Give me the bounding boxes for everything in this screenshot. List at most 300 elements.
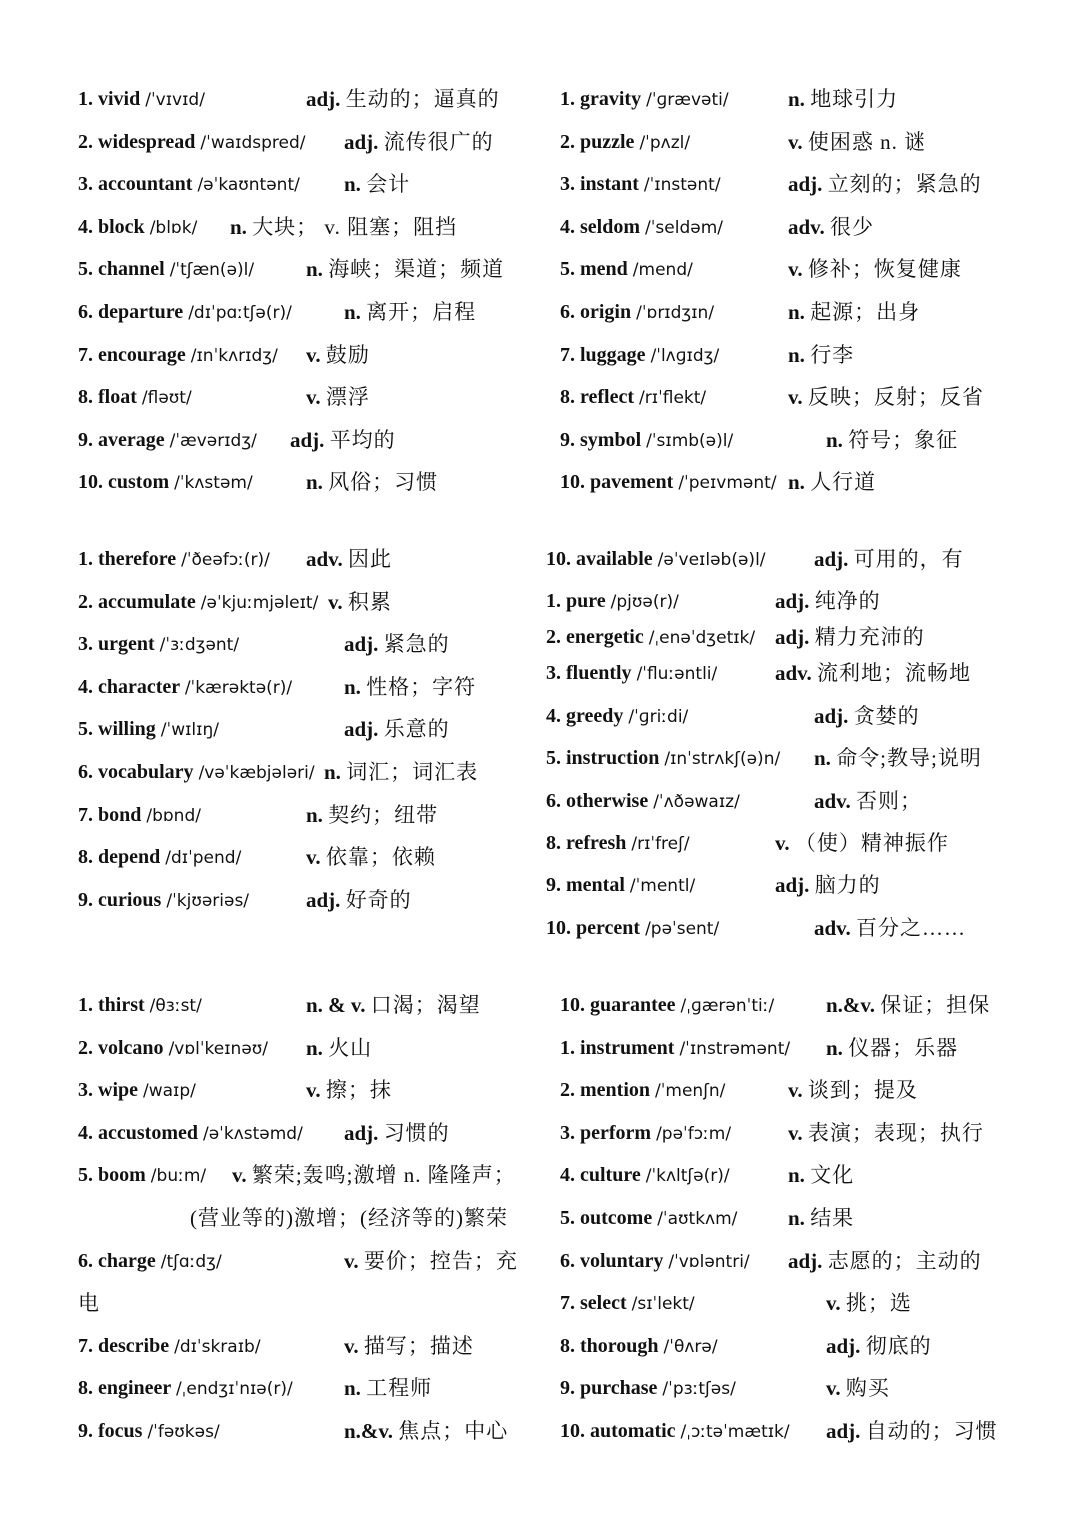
meaning: 修补；恢复健康 [807, 257, 962, 282]
headword [78, 589, 318, 616]
vocab-entry [560, 1154, 1030, 1197]
word-text: accountant [98, 173, 193, 196]
entry-number: 5. [78, 1164, 93, 1187]
vocab-entry [78, 581, 548, 624]
entry-number: 8. [546, 831, 561, 854]
definition [230, 214, 457, 240]
definition [788, 129, 926, 155]
meaning: 口渴；渴望 [370, 993, 481, 1017]
word-text: purchase [580, 1377, 658, 1400]
definition [788, 1248, 982, 1274]
meaning: 人行道 [810, 470, 877, 495]
headword [546, 546, 766, 573]
definition [775, 830, 949, 856]
meaning: 火山 [328, 1035, 373, 1060]
part-of-speech: n. [324, 759, 341, 784]
word-text: luggage [580, 343, 646, 366]
entry-number: 4. [78, 675, 93, 698]
headword [78, 844, 241, 871]
entry-number: 10. [560, 994, 585, 1016]
word-text: fluently [566, 662, 632, 685]
word-text: vivid [98, 88, 141, 110]
part-of-speech: adj. [775, 589, 810, 614]
meaning: 电 [78, 1291, 100, 1316]
definition [775, 872, 881, 898]
meaning: 反映；反射；反省 [807, 385, 984, 410]
vocab-entry [560, 1282, 1030, 1325]
definition [788, 171, 982, 197]
phonetic: /ˌɔːtəˈmætɪk/ [680, 1421, 790, 1442]
word-text: puzzle [580, 130, 635, 153]
entry-number: 8. [560, 1334, 575, 1357]
vocab-entry [560, 1027, 1030, 1070]
vocab-entry [560, 206, 1030, 249]
definition [344, 1333, 474, 1359]
vocab-entry [78, 1027, 548, 1070]
word-block-2 [560, 78, 1030, 504]
word-text: pure [566, 590, 606, 613]
meaning: 性格；字符 [366, 674, 477, 699]
meaning: 百分之…… [856, 915, 967, 940]
entry-number: 1. [560, 88, 575, 110]
entry-number: 5. [78, 258, 93, 281]
vocab-entry [78, 334, 548, 377]
vocab-entry [560, 1069, 1030, 1112]
entry-number: 6. [78, 300, 93, 323]
definition [826, 1333, 932, 1359]
part-of-speech: n. [788, 299, 805, 324]
part-of-speech: adj. [814, 547, 849, 571]
entry-number: 5. [546, 747, 561, 770]
entry-number: 1. [78, 548, 93, 570]
vocab-entry [546, 780, 1016, 822]
entry-number: 7. [78, 1334, 93, 1357]
word-text: symbol [580, 428, 642, 451]
word-text: origin [580, 300, 632, 323]
phonetic: /əˈkjuːmjəleɪt/ [200, 592, 319, 613]
phonetic: /ˈpeɪvmənt/ [678, 473, 777, 494]
entry-number: 4. [546, 704, 561, 727]
word-text: describe [98, 1334, 170, 1357]
vocab-entry [546, 864, 1016, 906]
part-of-speech: v. [788, 257, 803, 282]
part-of-speech: adj. [788, 172, 823, 197]
headword [78, 129, 306, 156]
word-text: encourage [98, 343, 186, 366]
part-of-speech: n. [826, 1035, 843, 1060]
part-of-speech: v. [788, 385, 803, 410]
entry-number: 3. [546, 662, 561, 685]
definition [814, 745, 982, 771]
part-of-speech: n. [344, 1376, 361, 1401]
meaning: 结果 [810, 1205, 855, 1230]
word-text: float [98, 386, 137, 409]
headword [78, 674, 292, 701]
phonetic: /buːm/ [150, 1166, 207, 1187]
phonetic: /mend/ [632, 260, 693, 281]
headword [560, 1205, 737, 1232]
vocab-entry [560, 461, 1030, 504]
part-of-speech: v. [788, 1078, 803, 1103]
definition [344, 171, 410, 197]
entry-number: 7. [560, 1292, 575, 1315]
part-of-speech: adj. [344, 1120, 379, 1145]
phonetic: /ˈkʌltʃə(r)/ [645, 1166, 730, 1187]
entry-number: 9. [546, 874, 561, 897]
part-of-speech: n. [306, 1035, 323, 1060]
part-of-speech: n. & v. [306, 993, 366, 1017]
part-of-speech: adj. [290, 427, 325, 452]
vocab-entry [560, 78, 1030, 121]
headword [78, 1375, 293, 1402]
word-text: reflect [580, 386, 635, 409]
meaning: 要价；控告；充 [363, 1248, 518, 1273]
phonetic: /ˈævərɪdʒ/ [169, 430, 257, 451]
part-of-speech: v. [306, 342, 321, 367]
headword [560, 171, 721, 198]
part-of-speech: v. [775, 830, 790, 855]
entry-number: 4. [560, 1164, 575, 1187]
vocab-entry [560, 1367, 1030, 1410]
vocab-entry [546, 695, 1016, 737]
meaning: 大块； v. 阻塞；阻挡 [252, 214, 458, 239]
part-of-speech: n. [344, 674, 361, 699]
part-of-speech: v. [306, 845, 321, 870]
vocab-entry [78, 78, 548, 121]
phonetic: /əˈkaʊntənt/ [197, 175, 300, 196]
entry-number: 9. [560, 428, 575, 451]
phonetic: /əˈveɪləb(ə)l/ [657, 550, 766, 570]
word-block-5 [78, 984, 548, 1453]
entry-number: 3. [560, 173, 575, 196]
definition [306, 802, 438, 828]
vocab-entry [546, 616, 1016, 652]
vocab-entry [78, 1069, 548, 1112]
definition [775, 624, 925, 650]
part-of-speech: n. [788, 1205, 805, 1230]
phonetic: /waɪp/ [143, 1081, 196, 1102]
headword [78, 299, 292, 326]
meaning: 擦；抹 [325, 1078, 392, 1103]
definition [826, 992, 990, 1018]
word-text: perform [580, 1121, 652, 1144]
word-text: urgent [98, 633, 155, 656]
word-text: select [580, 1292, 627, 1315]
entry-number: 1. [78, 88, 93, 110]
entry-number: 8. [78, 386, 93, 409]
part-of-speech: adj. [826, 1418, 861, 1443]
meaning: 符号；象征 [848, 427, 959, 452]
meaning: 使困惑 n. 谜 [807, 129, 927, 154]
meaning: 习惯的 [383, 1120, 450, 1145]
vocab-entry [78, 461, 548, 504]
definition [344, 716, 450, 742]
vocab-entry [78, 1197, 548, 1240]
vocab-entry [560, 1112, 1030, 1155]
part-of-speech: n. [814, 746, 831, 771]
vocab-entry [78, 419, 548, 462]
part-of-speech: n.&v. [826, 993, 876, 1017]
headword [560, 1375, 736, 1402]
definition [826, 1290, 912, 1316]
word-text: channel [98, 258, 165, 281]
vocab-entry [78, 1154, 548, 1197]
phonetic: /ˈʌðəwaɪz/ [653, 791, 740, 812]
headword [546, 660, 717, 687]
phonetic: /dɪˈpɑːtʃə(r)/ [188, 302, 292, 323]
definition [788, 342, 854, 368]
meaning: 地球引力 [810, 87, 899, 111]
word-text: boom [98, 1164, 146, 1187]
definition [306, 844, 436, 870]
phonetic: /ˈpʌzl/ [639, 132, 691, 153]
entry-number: 10. [560, 1419, 585, 1442]
definition [788, 1205, 854, 1231]
meaning: 挑；选 [845, 1291, 912, 1316]
meaning: 保证；担保 [880, 993, 991, 1017]
definition [190, 1205, 508, 1231]
definition [232, 1162, 516, 1188]
entry-number: 2. [78, 130, 93, 153]
headword [78, 1077, 196, 1104]
part-of-speech: v. [788, 1120, 803, 1145]
part-of-speech: v. [344, 1248, 359, 1273]
entry-number: 3. [560, 1121, 575, 1144]
phonetic: /pjʊə(r)/ [610, 592, 679, 613]
vocab-entry [78, 708, 548, 751]
entry-number: 7. [78, 803, 93, 826]
definition [826, 1375, 890, 1401]
word-text: instrument [580, 1036, 675, 1059]
part-of-speech: adv. [814, 915, 851, 940]
part-of-speech: adj. [344, 129, 379, 154]
part-of-speech: adj. [775, 873, 810, 898]
part-of-speech: n. [344, 299, 361, 324]
part-of-speech: v. [344, 1333, 359, 1358]
headword [78, 384, 192, 411]
vocab-entry [78, 538, 548, 581]
vocab-entry [78, 1410, 548, 1453]
vocab-entry [546, 737, 1016, 779]
part-of-speech: adj. [775, 625, 810, 650]
vocab-entry [78, 163, 548, 206]
phonetic: /vɒlˈkeɪnəʊ/ [168, 1038, 269, 1059]
definition [814, 788, 922, 814]
vocab-entry [78, 879, 548, 922]
headword [546, 703, 688, 730]
word-text: available [576, 548, 653, 570]
phonetic: /ˈɪnstənt/ [643, 175, 721, 196]
definition [306, 86, 500, 112]
entry-number: 1. [78, 994, 93, 1016]
word-text: vocabulary [98, 760, 194, 783]
phonetic: /ˈɡrævəti/ [646, 90, 729, 110]
definition [775, 660, 971, 686]
word-text: otherwise [566, 789, 649, 812]
meaning: 工程师 [366, 1376, 433, 1401]
meaning: 海峡；渠道；频道 [328, 257, 505, 282]
vocab-entry [560, 163, 1030, 206]
definition [306, 992, 481, 1018]
entry-number: 10. [560, 471, 585, 494]
headword [546, 588, 679, 615]
part-of-speech: v. [306, 1078, 321, 1103]
definition [814, 546, 964, 572]
headword [78, 171, 300, 198]
definition [788, 384, 984, 410]
phonetic: /ˈseldəm/ [645, 217, 723, 238]
word-text: character [98, 675, 180, 698]
vocab-entry [560, 121, 1030, 164]
phonetic: /ˈmenʃn/ [655, 1081, 726, 1102]
meaning: 焦点；中心 [398, 1418, 509, 1443]
headword [78, 992, 202, 1019]
meaning: （使）精神振作 [794, 830, 949, 855]
definition [344, 674, 476, 700]
part-of-speech: n. [306, 257, 323, 282]
part-of-speech: n. [230, 214, 247, 239]
entry-number: 2. [78, 1036, 93, 1059]
phonetic: /əˈkʌstəmd/ [202, 1123, 303, 1144]
word-block-1 [78, 78, 548, 504]
word-text: instruction [566, 747, 660, 770]
part-of-speech: n. [788, 1163, 805, 1188]
headword [560, 427, 733, 454]
phonetic: /ˈkʌstəm/ [174, 473, 253, 494]
phonetic: /ˈsɪmb(ə)l/ [646, 430, 734, 451]
phonetic: /ˈkjʊəriəs/ [166, 890, 250, 911]
part-of-speech: n. [826, 427, 843, 452]
meaning: 乐意的 [383, 717, 450, 742]
headword [78, 342, 278, 369]
meaning: 流利地；流畅地 [817, 661, 972, 686]
entry-number: 10. [78, 471, 103, 494]
definition [788, 214, 874, 240]
meaning: 很少 [830, 214, 875, 239]
vocab-entry [560, 984, 1030, 1027]
headword [560, 1120, 731, 1147]
headword [560, 1077, 725, 1104]
headword [78, 86, 205, 113]
headword [78, 546, 270, 573]
phonetic: /ˈɪnstrəmənt/ [679, 1038, 791, 1059]
phonetic: /ˈfluːəntli/ [636, 664, 718, 685]
phonetic: /dɪˈskraɪb/ [174, 1336, 261, 1357]
definition [306, 256, 504, 282]
phonetic: /vəˈkæbjələri/ [198, 762, 315, 783]
definition [788, 86, 898, 112]
meaning: 词汇；词汇表 [346, 759, 479, 784]
word-text: bond [98, 803, 142, 826]
vocab-entry [546, 907, 1016, 949]
part-of-speech: v. [306, 385, 321, 410]
entry-number: 1. [560, 1036, 575, 1059]
headword [560, 469, 777, 496]
meaning: 漂浮 [325, 385, 370, 410]
meaning: 紧急的 [383, 632, 450, 657]
part-of-speech: n. [788, 342, 805, 367]
phonetic: /ˈwɪlɪŋ/ [160, 720, 219, 741]
word-text: mention [580, 1079, 650, 1102]
word-text: engineer [98, 1377, 171, 1400]
phonetic: /blɒk/ [149, 217, 198, 238]
phonetic: /ˈpɜːtʃəs/ [662, 1379, 736, 1400]
word-text: depend [98, 846, 161, 869]
part-of-speech: adj. [306, 887, 341, 912]
vocab-entry [560, 1240, 1030, 1283]
meaning: 离开；启程 [366, 299, 477, 324]
definition [344, 631, 450, 657]
vocab-entry [78, 248, 548, 291]
word-text: departure [98, 300, 184, 323]
phonetic: /pəˈfɔːm/ [656, 1123, 732, 1144]
meaning: 精力充沛的 [814, 625, 925, 650]
word-block-4 [546, 538, 1016, 949]
phonetic: /ˈɡriːdi/ [628, 706, 689, 727]
phonetic: /ˈmentl/ [629, 876, 696, 897]
entry-number: 10. [546, 916, 571, 939]
definition [775, 588, 881, 614]
part-of-speech: adv. [788, 214, 825, 239]
phonetic: /ˈɜːdʒənt/ [159, 635, 240, 656]
word-text: culture [580, 1164, 641, 1187]
headword [560, 342, 719, 369]
phonetic: /ˈðeəfɔː(r)/ [181, 550, 270, 570]
word-text: thirst [98, 994, 145, 1016]
entry-number: 4. [560, 215, 575, 238]
meaning: 脑力的 [814, 873, 881, 898]
headword [78, 469, 253, 496]
phonetic: /θɜːst/ [149, 996, 202, 1016]
entry-number: 9. [78, 1419, 93, 1442]
headword [560, 214, 723, 241]
part-of-speech: n. [788, 470, 805, 495]
definition [788, 256, 962, 282]
headword [78, 1333, 261, 1360]
word-text: charge [98, 1249, 156, 1272]
word-text: willing [98, 718, 156, 741]
definition [826, 1035, 958, 1061]
definition [306, 887, 412, 913]
word-text: therefore [98, 548, 177, 570]
entry-number: 2. [78, 590, 93, 613]
vocab-entry [546, 822, 1016, 864]
part-of-speech: adj. [344, 632, 379, 657]
meaning: 立刻的；紧急的 [827, 172, 982, 197]
meaning: 积累 [347, 589, 392, 614]
meaning: 平均的 [329, 427, 396, 452]
entry-number: 1. [546, 590, 561, 613]
phonetic: /rɪˈfreʃ/ [631, 833, 690, 854]
phonetic: /bɒnd/ [146, 805, 201, 826]
word-text: accumulate [98, 590, 196, 613]
word-text: seldom [580, 215, 640, 238]
headword [546, 830, 690, 857]
vocab-entry [78, 291, 548, 334]
definition [344, 129, 494, 155]
meaning: 谈到；提及 [807, 1078, 918, 1103]
phonetic: /rɪˈflekt/ [639, 388, 707, 409]
meaning: 贪婪的 [853, 703, 920, 728]
word-text: percent [576, 916, 641, 939]
entry-number: 4. [78, 1121, 93, 1144]
word-text: focus [98, 1419, 143, 1442]
entry-number: 6. [78, 1249, 93, 1272]
meaning: (营业等的)激增；(经济等的)繁荣 [190, 1205, 508, 1230]
word-text: pavement [590, 471, 674, 494]
meaning: 文化 [810, 1163, 855, 1188]
vocab-entry [78, 984, 548, 1027]
